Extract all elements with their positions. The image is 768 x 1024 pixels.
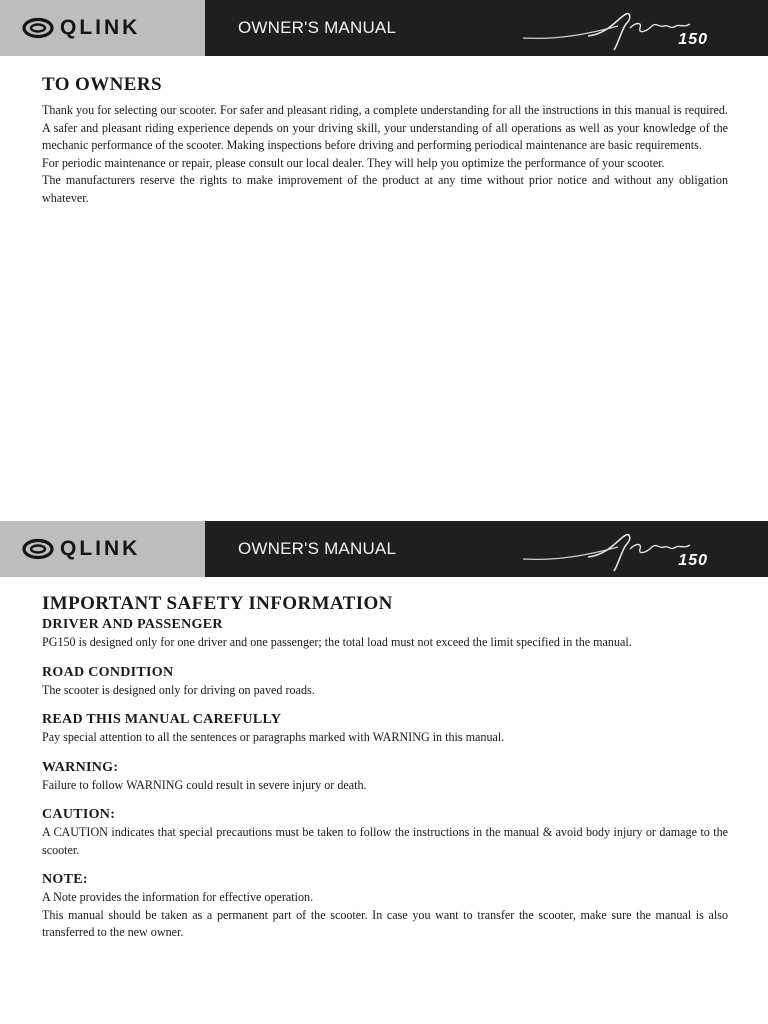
brand-name: QLINK <box>60 537 141 560</box>
manual-page-safety <box>0 521 768 1024</box>
page-header <box>0 0 768 56</box>
section-warning <box>42 758 728 795</box>
page-header <box>0 521 768 577</box>
section-road-condition <box>42 663 728 700</box>
qlink-logo-icon <box>22 17 54 39</box>
page-title: TO OWNERS <box>42 74 162 95</box>
brand-block <box>0 521 205 577</box>
section-heading: READ THIS MANUAL CAREFULLY <box>42 712 282 727</box>
section-read-manual <box>42 710 728 747</box>
section-heading: NOTE: <box>42 872 88 887</box>
section-text: Failure to follow WARNING could result in severe injury or death. <box>42 777 367 792</box>
maintenance-paragraph: For periodic maintenance or repair, please consult our local dealer. They will help you optimize the performance of your scooter. <box>42 155 665 170</box>
qlink-logo-icon <box>22 538 54 560</box>
section-driver-passenger <box>42 615 728 652</box>
model-number: 150 <box>678 552 708 569</box>
page-content <box>0 74 768 207</box>
section-heading: WARNING: <box>42 759 119 775</box>
section-heading: ROAD CONDITION <box>42 664 174 680</box>
section-heading: DRIVER AND PASSENGER <box>42 617 223 632</box>
closing-paragraph: This manual should be taken as a permanent part of the scooter. In case you want to transfer the scooter, make sure the manual is also transferred to the new owner. <box>42 907 728 939</box>
section-text: A Note provides the information for effective operation. <box>42 890 314 904</box>
page-content <box>0 593 768 942</box>
section-heading: CAUTION: <box>42 807 116 822</box>
section-text: PG150 is designed only for one driver and one passenger; the total load must not exceed the limit specified in the manual. <box>42 635 632 649</box>
model-number: 150 <box>678 31 708 48</box>
brand-block <box>0 0 205 56</box>
manual-title: OWNER'S MANUAL <box>238 539 397 558</box>
section-text: Pay special attention to all the sentences or paragraphs marked with WARNING in this manual. <box>42 730 505 744</box>
page-title: IMPORTANT SAFETY INFORMATION <box>42 593 393 614</box>
section-caution <box>42 805 728 859</box>
manual-title: OWNER'S MANUAL <box>238 18 397 37</box>
section-note <box>42 870 728 942</box>
section-text: The scooter is designed only for driving on paved roads. <box>42 682 315 697</box>
section-text: A CAUTION indicates that special precautions must be taken to follow the instructions in the manual & avoid body injury or damage to the scooter. <box>42 825 728 857</box>
rights-paragraph: The manufacturers reserve the rights to make improvement of the product at any time without prior notice and without any obligation whatever. <box>42 173 728 205</box>
title-block <box>205 521 768 577</box>
brand-name: QLINK <box>60 16 141 39</box>
title-block <box>205 0 768 56</box>
intro-paragraph: Thank you for selecting our scooter. For safer and pleasant riding, a complete understanding for all the instructions in this manual is required. A safer and pleasant riding experience depends on your driving skill, your understanding of all operations as well as your knowledge of the mechanic performance of the scooter. Making inspections before driving and performing periodical maintenance are basic requirements. <box>42 103 728 152</box>
